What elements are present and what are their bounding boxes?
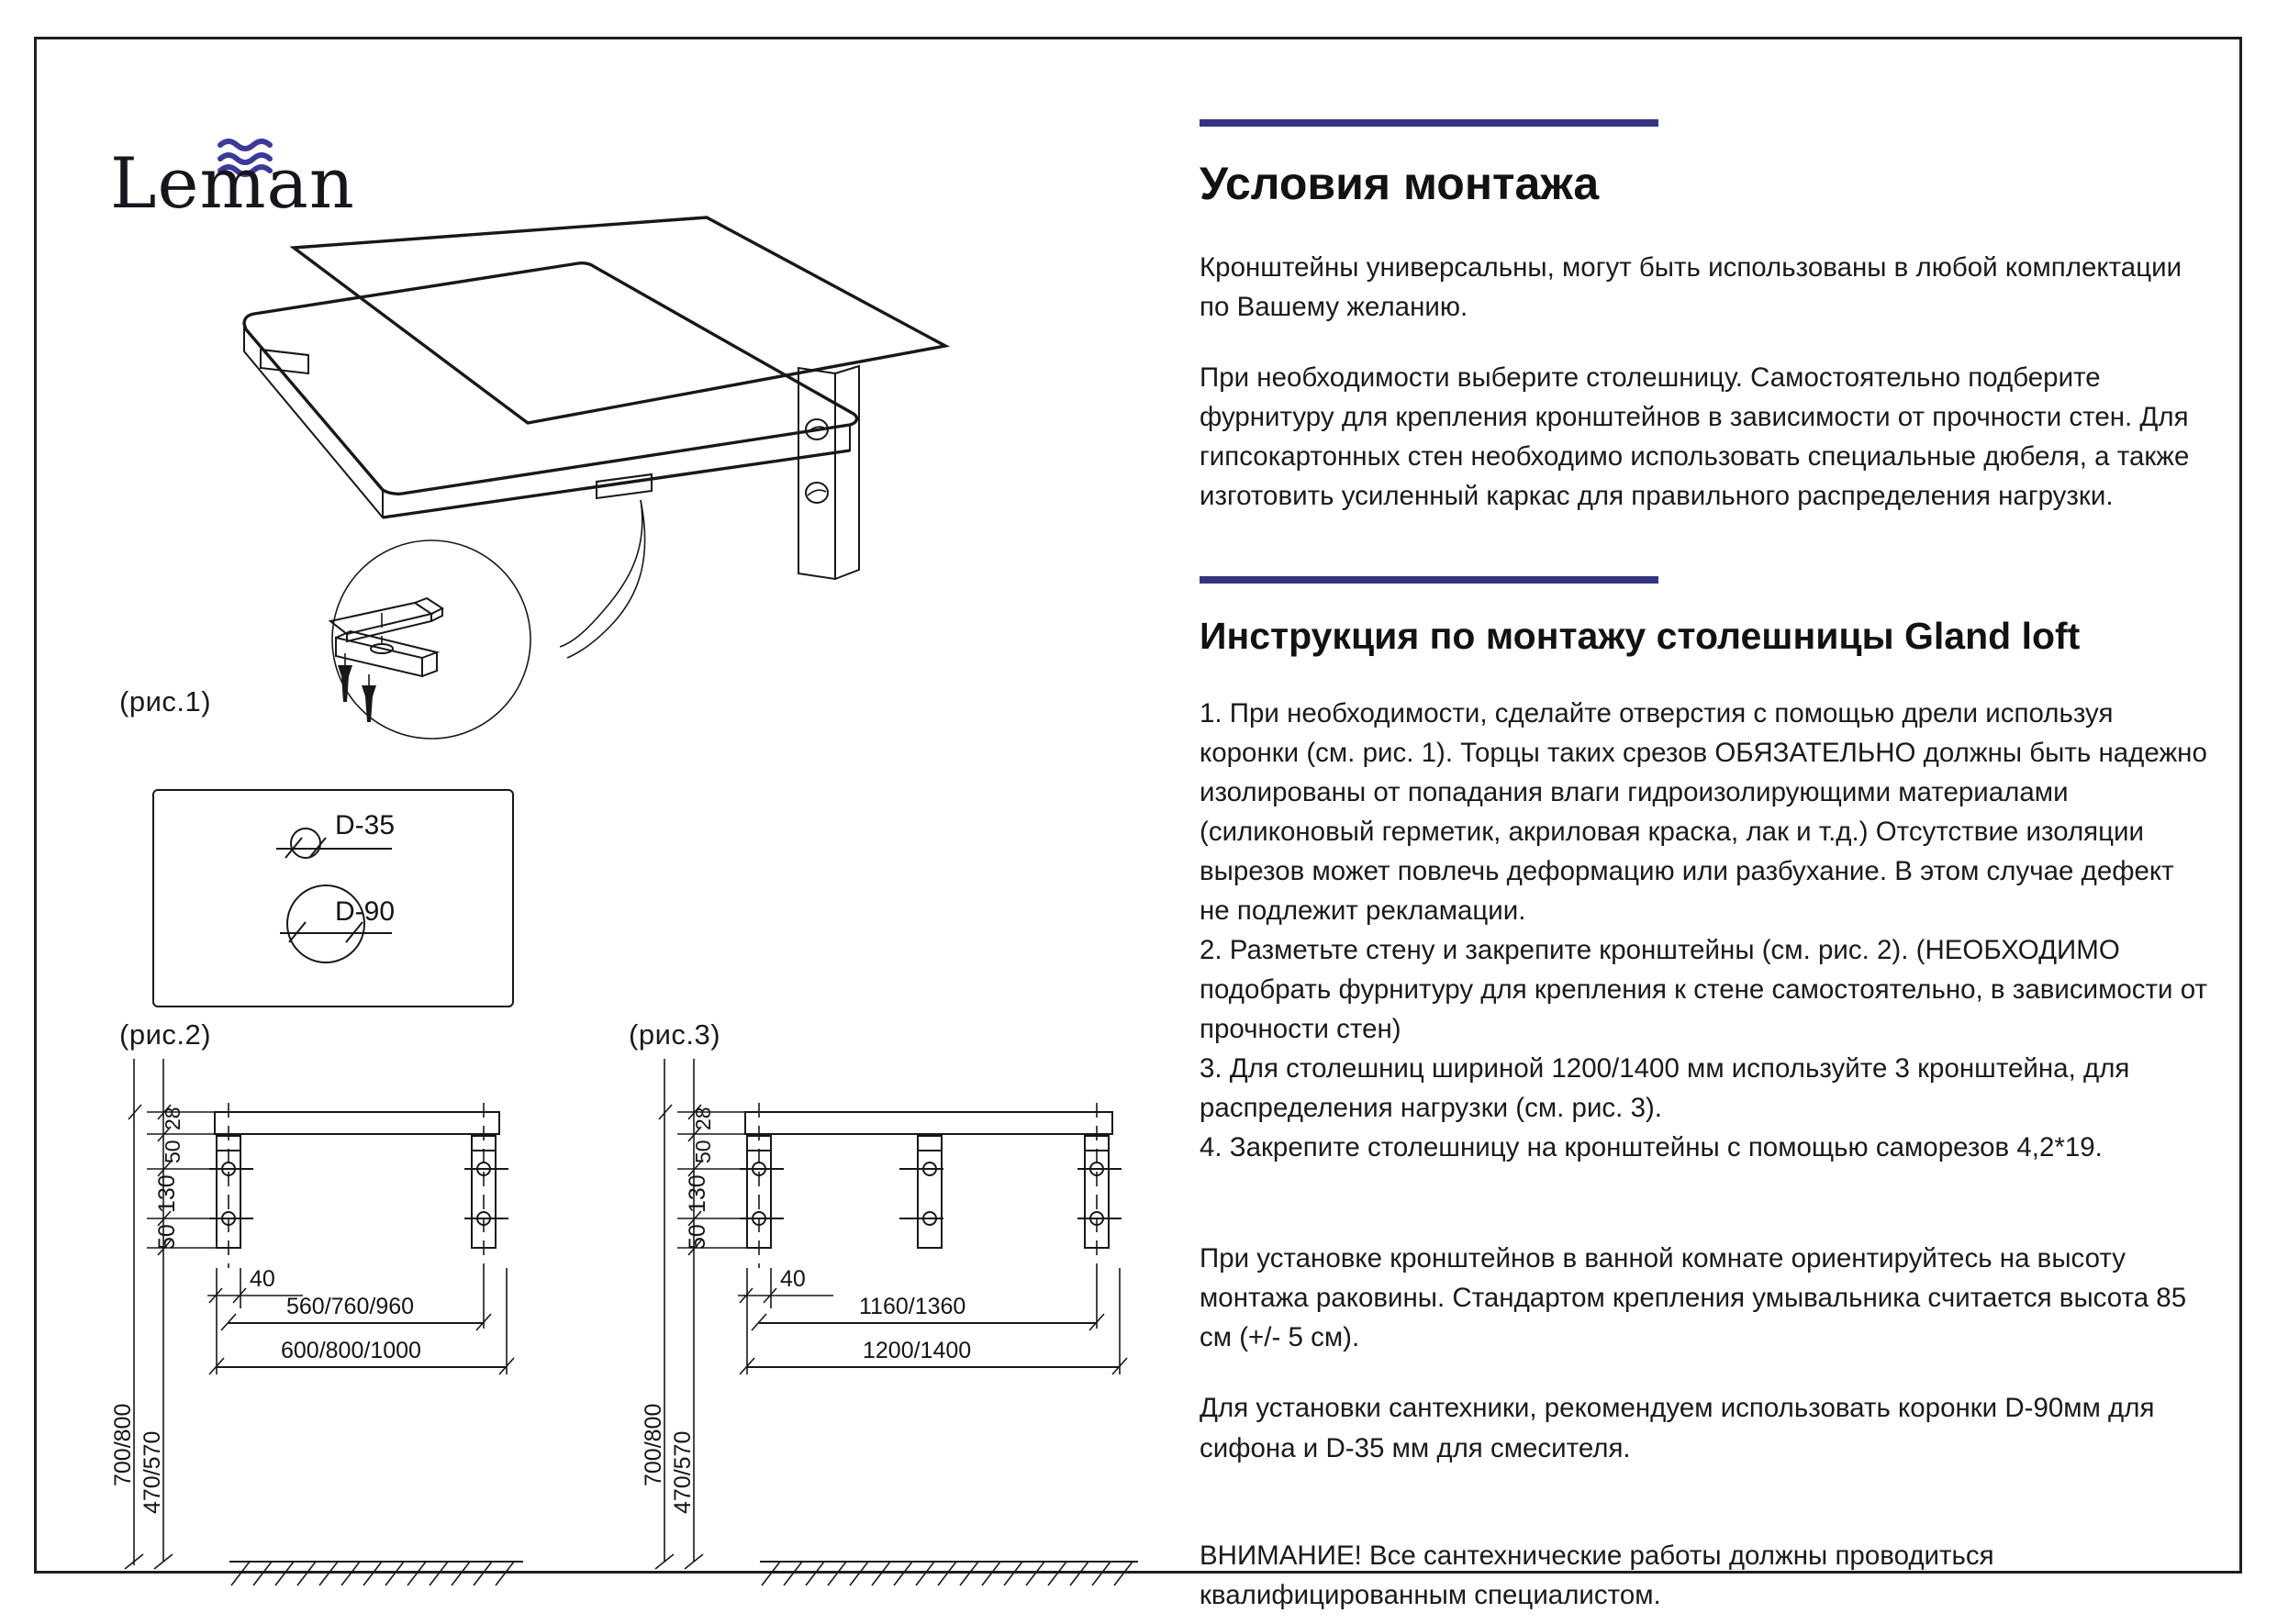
elevation-two-brackets bbox=[110, 1059, 523, 1585]
figure-2-caption: (рис.2) bbox=[119, 1018, 212, 1051]
page-title: Условия монтажа bbox=[1200, 158, 1600, 209]
figure-1-isometric-countertop bbox=[64, 206, 1156, 702]
right-column bbox=[1200, 119, 2209, 1615]
spacer bbox=[1200, 1167, 2209, 1239]
intro-paragraph-2: При необходимости выберите столешницу. Самостоятельно подберите фурнитуру для крепления кронштейнов в зависимости от прочности стен. Для гипсокартонных стен необходимо использовать специальные дюбеля, а также изготовить усиленный каркас для правильного распределения нагрузки. bbox=[1200, 362, 2190, 512]
svg-text:1200/1400: 1200/1400 bbox=[863, 1338, 972, 1363]
hole-callout-small: D-35 bbox=[335, 810, 396, 840]
hole-callout-large: D-90 bbox=[335, 896, 396, 927]
accent-rule-second bbox=[1200, 576, 1658, 584]
svg-text:28: 28 bbox=[691, 1107, 715, 1130]
dim-overall-width: 600/800/1000 bbox=[281, 1338, 421, 1363]
svg-text:1160/1360: 1160/1360 bbox=[859, 1294, 966, 1319]
dim-470-570: 470/570 bbox=[140, 1430, 165, 1514]
svg-text:50: 50 bbox=[691, 1140, 715, 1163]
figure-3-caption: (рис.3) bbox=[629, 1018, 721, 1051]
instruction-step-4: 4. Закрепите столешницу на кронштейны с помощью саморезов 4,2*19. bbox=[1200, 1132, 2103, 1163]
brand-name: Leman bbox=[110, 142, 355, 224]
elevation-drawings bbox=[92, 1055, 1202, 1624]
dim-700-800: 700/800 bbox=[110, 1403, 136, 1486]
intro-paragraph-1: Кронштейны универсальны, могут быть использованы в любой комплектации по Вашему желанию. bbox=[1200, 252, 2182, 323]
section-title-instructions: Инструкция по монтажу столешницы Gland loft bbox=[1200, 615, 2081, 658]
note-hole-saw: Для установки сантехники, рекомендуем использовать коронки D-90мм для сифона и D-35 мм для смесителя. bbox=[1200, 1393, 2155, 1463]
elevation-three-brackets bbox=[641, 1059, 1138, 1585]
accent-rule-top bbox=[1200, 119, 1658, 127]
dim-28: 28 bbox=[161, 1107, 184, 1130]
svg-text:700/800: 700/800 bbox=[641, 1403, 666, 1486]
dim-130: 130 bbox=[154, 1174, 180, 1213]
instruction-step-2: 2. Разметьте стену и закрепите кронштейны (см. рис. 2). (НЕОБХОДИМО подобрать фурнитуру для крепления к стене самостоятельно, в зависимости от прочности стен) bbox=[1200, 934, 2207, 1045]
spacer-2 bbox=[1200, 1499, 2209, 1536]
warning-text: ВНИМАНИЕ! Все сантехнические работы должны проводиться квалифицированным специалистом. bbox=[1200, 1540, 1994, 1610]
svg-text:50: 50 bbox=[685, 1224, 710, 1250]
left-column bbox=[64, 69, 1147, 1555]
dim-50b: 50 bbox=[154, 1224, 180, 1250]
figure-1-caption: (рис.1) bbox=[119, 685, 212, 717]
dim-center-span: 560/760/960 bbox=[286, 1294, 415, 1319]
figure-2-hole-layout bbox=[151, 786, 519, 1011]
note-sink-height: При установке кронштейнов в ванной комнате ориентируйтесь на высоту монтажа раковины. Стандартом крепления умывальника считается высота 85 см (+/- 5 см). bbox=[1200, 1243, 2187, 1353]
svg-text:40: 40 bbox=[780, 1266, 806, 1292]
instruction-step-3: 3. Для столешниц шириной 1200/1400 мм используйте 3 кронштейна, для распределения нагрузки (см. рис. 3). bbox=[1200, 1053, 2130, 1124]
dim-50a: 50 bbox=[161, 1140, 184, 1163]
dim-40: 40 bbox=[250, 1266, 275, 1292]
svg-text:130: 130 bbox=[685, 1174, 710, 1213]
instruction-steps bbox=[1200, 694, 2209, 1168]
instruction-step-1: 1. При необходимости, сделайте отверстия с помощью дрели используя коронки (см. рис. 1). Торцы таких срезов ОБЯЗАТЕЛЬНО должны быть надежно изолированы от попадания влаги гидроизолирующими материалами (силиконовый герметик, акриловая краска, лак и т.д.) Отсутствие изоляции вырезов может повлечь деформацию или разбухание. В этом случае дефект не подлежит рекламации. bbox=[1200, 697, 2207, 926]
svg-text:470/570: 470/570 bbox=[670, 1430, 696, 1514]
